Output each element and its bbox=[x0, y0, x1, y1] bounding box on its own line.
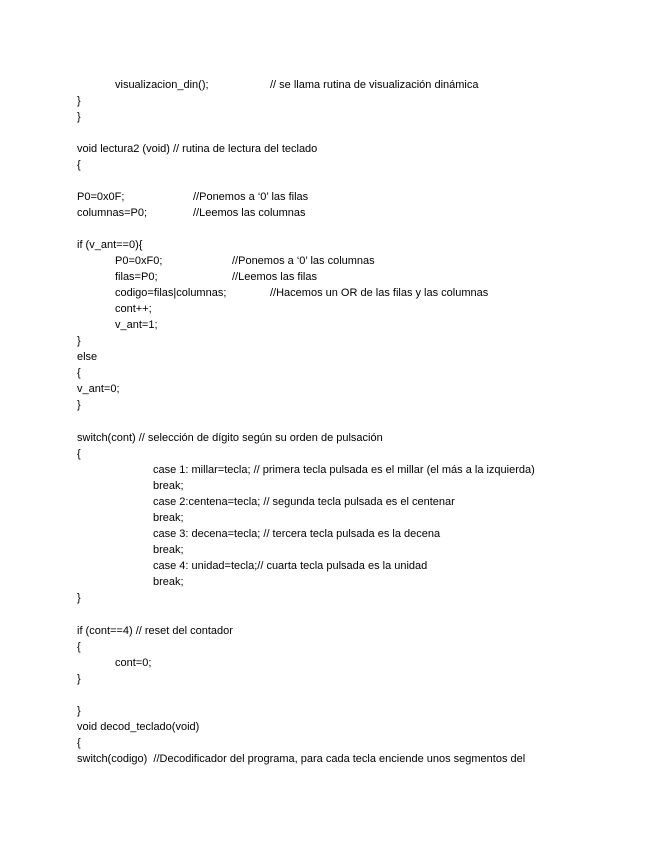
code-line bbox=[77, 736, 81, 750]
code-text: break; bbox=[153, 576, 184, 588]
code-line bbox=[77, 431, 383, 445]
code-text: switch(cont) // selección de dígito según su orden de pulsación bbox=[77, 432, 383, 444]
code-text: { bbox=[77, 448, 81, 460]
code-text: { bbox=[77, 159, 81, 171]
code-text: void decod_teclado(void) bbox=[77, 721, 200, 733]
code-text: visualizacion_din(); bbox=[115, 79, 209, 91]
code-text: break; bbox=[153, 544, 184, 556]
code-text: void lectura2 (void) // rutina de lectura del teclado bbox=[77, 143, 318, 155]
code-line bbox=[77, 94, 81, 108]
code-text: } bbox=[77, 95, 81, 107]
code-text: break; bbox=[153, 512, 184, 524]
code-text: switch(codigo) //Decodificador del programa, para cada tecla enciende unos segmentos del bbox=[77, 753, 526, 765]
code-line bbox=[153, 495, 455, 509]
code-line bbox=[77, 752, 525, 766]
code-text: } bbox=[77, 399, 81, 411]
code-text: P0=0x0F; bbox=[77, 191, 125, 203]
code-line bbox=[115, 270, 317, 284]
code-comment: //Ponemos a ‘0’ las filas bbox=[193, 191, 309, 203]
code-text: cont++; bbox=[115, 303, 152, 315]
code-text: v_ant=0; bbox=[77, 383, 120, 395]
code-text: filas=P0; bbox=[115, 271, 158, 283]
code-line bbox=[153, 543, 184, 557]
code-line bbox=[77, 640, 81, 654]
code-line bbox=[153, 479, 184, 493]
code-text: break; bbox=[153, 480, 184, 492]
code-line bbox=[77, 334, 81, 348]
code-text: } bbox=[77, 111, 81, 123]
code-line bbox=[77, 672, 81, 686]
code-text: } bbox=[77, 705, 81, 717]
code-line bbox=[115, 254, 375, 268]
code-text: P0=0xF0; bbox=[115, 255, 163, 267]
code-line bbox=[115, 302, 152, 316]
code-line bbox=[115, 78, 479, 92]
code-line bbox=[77, 350, 97, 364]
code-text: if (v_ant==0){ bbox=[77, 239, 143, 251]
code-text: if (cont==4) // reset del contador bbox=[77, 625, 233, 637]
code-line bbox=[77, 190, 309, 204]
code-text: columnas=P0; bbox=[77, 207, 148, 219]
code-text: } bbox=[77, 673, 81, 685]
code-line bbox=[77, 624, 233, 638]
code-comment: //Hacemos un OR de las filas y las columnas bbox=[270, 287, 489, 299]
code-comment: // se llama rutina de visualización dinámica bbox=[270, 79, 479, 91]
code-comment: //Leemos las columnas bbox=[193, 207, 306, 219]
code-line bbox=[77, 238, 142, 252]
code-line bbox=[77, 366, 81, 380]
code-line bbox=[77, 206, 306, 220]
code-line bbox=[77, 447, 81, 461]
code-text: { bbox=[77, 367, 81, 379]
code-line bbox=[115, 318, 158, 332]
code-line bbox=[77, 720, 199, 734]
code-text: case 1: millar=tecla; // primera tecla pulsada es el millar (el más a la izquierda) bbox=[153, 464, 535, 476]
code-line bbox=[77, 398, 81, 412]
code-line bbox=[77, 158, 81, 172]
code-text: cont=0; bbox=[115, 657, 152, 669]
code-text: codigo=filas|columnas; bbox=[115, 287, 227, 299]
code-line bbox=[153, 575, 184, 589]
code-line bbox=[115, 286, 489, 300]
code-line bbox=[77, 591, 81, 605]
code-text: else bbox=[77, 351, 98, 363]
code-line bbox=[77, 110, 81, 124]
code-text: case 4: unidad=tecla;// cuarta tecla pulsada es la unidad bbox=[153, 560, 428, 572]
code-text: v_ant=1; bbox=[115, 319, 158, 331]
code-text: { bbox=[77, 737, 81, 749]
code-comment: //Leemos las filas bbox=[232, 271, 317, 283]
code-line bbox=[77, 142, 317, 156]
code-line bbox=[77, 704, 81, 718]
code-text: case 2:centena=tecla; // segunda tecla pulsada es el centenar bbox=[153, 496, 455, 508]
code-text: } bbox=[77, 335, 81, 347]
code-line bbox=[153, 527, 440, 541]
code-text: } bbox=[77, 592, 81, 604]
code-line bbox=[153, 463, 535, 477]
code-line bbox=[115, 656, 151, 670]
code-line bbox=[153, 559, 427, 573]
code-line bbox=[77, 382, 120, 396]
code-text: case 3: decena=tecla; // tercera tecla pulsada es la decena bbox=[153, 528, 441, 540]
code-line bbox=[153, 511, 184, 525]
code-text: { bbox=[77, 641, 81, 653]
code-comment: //Ponemos a ‘0’ las columnas bbox=[232, 255, 375, 267]
